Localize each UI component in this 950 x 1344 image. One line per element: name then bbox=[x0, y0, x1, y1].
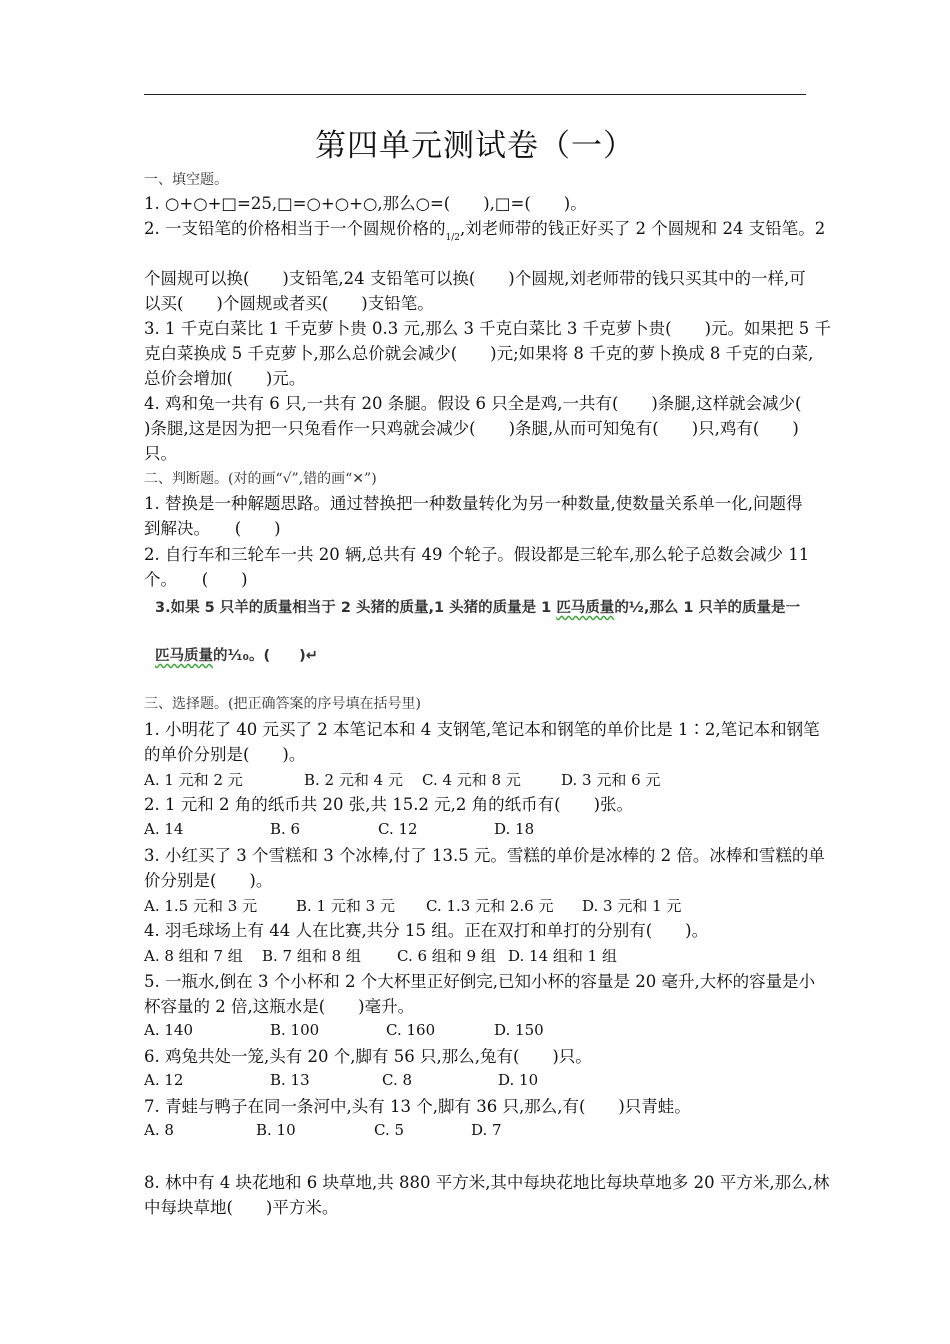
header-rule bbox=[144, 94, 806, 95]
fraction-half: 1/2 bbox=[445, 233, 460, 243]
option-d: D. 18 bbox=[494, 820, 535, 838]
fill-q2-text-b: ,刘老师带的钱正好买了 2 个圆规和 24 支铅笔。2 bbox=[459, 219, 826, 238]
judge-q2-line1: 2. 自行车和三轮车一共 20 辆,总共有 49 个轮子。假设都是三轮车,那么轮子总数会减少 11 bbox=[144, 545, 810, 564]
choice-q3-line2: 价分别是( )。 bbox=[144, 871, 273, 890]
choice-q8-line2: 中每块草地( )平方米。 bbox=[144, 1198, 339, 1217]
section-fill-heading: 一、填空题。 bbox=[144, 172, 228, 188]
choice-q7: 7. 青蛙与鸭子在同一条河中,头有 13 个,脚有 36 只,那么,有( )只青蛙。 bbox=[144, 1097, 691, 1116]
choice-q4: 4. 羽毛球场上有 44 人在比赛,共分 15 组。正在双打和单打的分别有( )。 bbox=[144, 921, 709, 940]
choice-q2-options bbox=[0, 820, 950, 842]
option-a: A. 8 组和 7 组 bbox=[144, 947, 243, 965]
choice-q7-options bbox=[0, 1121, 950, 1143]
option-c: C. 160 bbox=[386, 1021, 436, 1039]
option-a: A. 1 元和 2 元 bbox=[144, 771, 243, 789]
choice-q3-line1: 3. 小红买了 3 个雪糕和 3 个冰棒,付了 13.5 元。雪糕的单价是冰棒的 2 倍。冰棒和雪糕的单 bbox=[144, 846, 825, 865]
option-b: B. 100 bbox=[270, 1021, 320, 1039]
choice-q6-options bbox=[0, 1071, 950, 1093]
option-d: D. 7 bbox=[471, 1121, 502, 1139]
fill-q2-line3: 以买( )个圆规或者买( )支铅笔。 bbox=[144, 294, 434, 313]
judge-q2-line2: 个。 ( ) bbox=[144, 570, 248, 589]
choice-q1-line2: 的单价分别是( )。 bbox=[144, 745, 306, 764]
judge-q3-text: 的½,那么 1 只羊的质量是一 bbox=[614, 600, 801, 616]
fill-q1: 1. ○+○+□=25,□=○+○+○,那么○=( ),□=( )。 bbox=[144, 194, 587, 213]
option-c: C. 4 元和 8 元 bbox=[422, 771, 521, 789]
judge-q3-text: 3.如果 5 只羊的质量相当于 2 头猪的质量,1 头猪的质量是 1 bbox=[155, 600, 557, 616]
option-c: C. 5 bbox=[374, 1121, 405, 1139]
option-d: D. 14 组和 1 组 bbox=[508, 947, 617, 965]
option-c: C. 6 组和 9 组 bbox=[397, 947, 496, 965]
judge-q3-underlined: 匹马质量 bbox=[155, 648, 213, 664]
fill-q3-line1: 3. 1 千克白菜比 1 千克萝卜贵 0.3 元,那么 3 千克白菜比 3 千克萝卜贵( )元。如果把 5 千 bbox=[144, 319, 832, 338]
option-a: A. 12 bbox=[144, 1071, 184, 1089]
option-c: C. 12 bbox=[378, 820, 418, 838]
choice-q2: 2. 1 元和 2 角的纸币共 20 张,共 15.2 元,2 角的纸币有( )张。 bbox=[144, 795, 634, 814]
fill-q3-line3: 总价会增加( )元。 bbox=[144, 369, 306, 388]
judge-q3-line1 bbox=[155, 597, 800, 619]
choice-q6: 6. 鸡兔共处一笼,头有 20 个,脚有 56 只,那么,兔有( )只。 bbox=[144, 1047, 592, 1066]
section-judge-heading: 二、判断题。(对的画“√”,错的画“✕”) bbox=[144, 471, 377, 487]
judge-q1-line1: 1. 替换是一种解题思路。通过替换把一种数量转化为另一种数量,使数量关系单一化,问题得 bbox=[144, 494, 803, 513]
option-d: D. 10 bbox=[498, 1071, 539, 1089]
option-b: B. 7 组和 8 组 bbox=[262, 947, 361, 965]
option-d: D. 3 元和 1 元 bbox=[582, 897, 682, 915]
option-a: A. 8 bbox=[144, 1121, 174, 1139]
fill-q3-line2: 克白菜换成 5 千克萝卜,那么总价就会减少( )元;如果将 8 千克的萝卜换成 8 千克的白菜, bbox=[144, 344, 814, 363]
option-d: D. 150 bbox=[494, 1021, 544, 1039]
choice-q5-line1: 5. 一瓶水,倒在 3 个小杯和 2 个大杯里正好倒完,已知小杯的容量是 20 毫升,大杯的容量是小 bbox=[144, 972, 816, 991]
option-d: D. 3 元和 6 元 bbox=[561, 771, 661, 789]
option-c: C. 1.3 元和 2.6 元 bbox=[426, 897, 554, 915]
fill-q2-text-a: 2. 一支铅笔的价格相当于一个圆规价格的 bbox=[144, 219, 446, 238]
option-c: C. 8 bbox=[382, 1071, 413, 1089]
fill-q2-line1 bbox=[144, 218, 825, 249]
choice-q4-options bbox=[0, 945, 950, 967]
option-b: B. 1 元和 3 元 bbox=[296, 897, 395, 915]
option-a: A. 14 bbox=[144, 820, 184, 838]
judge-q3-text: 的¹⁄₁₀。( )↵ bbox=[213, 648, 318, 664]
choice-q1-options bbox=[0, 769, 950, 791]
option-a: A. 140 bbox=[144, 1021, 193, 1039]
fill-q4-line1: 4. 鸡和兔一共有 6 只,一共有 20 条腿。假设 6 只全是鸡,一共有( )条腿,这样就会减少( bbox=[144, 394, 802, 413]
choice-q8-line1: 8. 林中有 4 块花地和 6 块草地,共 880 平方米,其中每块花地比每块草地多 20 平方米,那么,林 bbox=[144, 1173, 830, 1192]
option-a: A. 1.5 元和 3 元 bbox=[144, 897, 258, 915]
fill-q4-line3: 只。 bbox=[144, 444, 177, 463]
section-choice-heading: 三、选择题。(把正确答案的序号填在括号里) bbox=[144, 696, 421, 712]
option-b: B. 10 bbox=[256, 1121, 296, 1139]
fill-q2-line2: 个圆规可以换( )支铅笔,24 支铅笔可以换( )个圆规,刘老师带的钱只买其中的一样,可 bbox=[144, 269, 806, 288]
option-b: B. 13 bbox=[270, 1071, 310, 1089]
judge-q1-line2: 到解决。 ( ) bbox=[144, 519, 281, 538]
choice-q3-options bbox=[0, 895, 950, 917]
choice-q1-line1: 1. 小明花了 40 元买了 2 本笔记本和 4 支钢笔,笔记本和钢笔的单价比是 1∶2,笔记本和钢笔 bbox=[144, 720, 820, 739]
choice-q5-line2: 杯容量的 2 倍,这瓶水是( )毫升。 bbox=[144, 997, 415, 1016]
option-b: B. 2 元和 4 元 bbox=[304, 771, 403, 789]
option-b: B. 6 bbox=[270, 820, 301, 838]
judge-q3-underlined: 匹马质量 bbox=[556, 600, 615, 616]
page-title: 第四单元测试卷（一） bbox=[315, 128, 635, 164]
judge-q3-line2 bbox=[155, 645, 318, 667]
choice-q5-options bbox=[0, 1021, 950, 1043]
fill-q4-line2: )条腿,这是因为把一只兔看作一只鸡就会减少( )条腿,从而可知兔有( )只,鸡有( ) bbox=[144, 419, 799, 438]
